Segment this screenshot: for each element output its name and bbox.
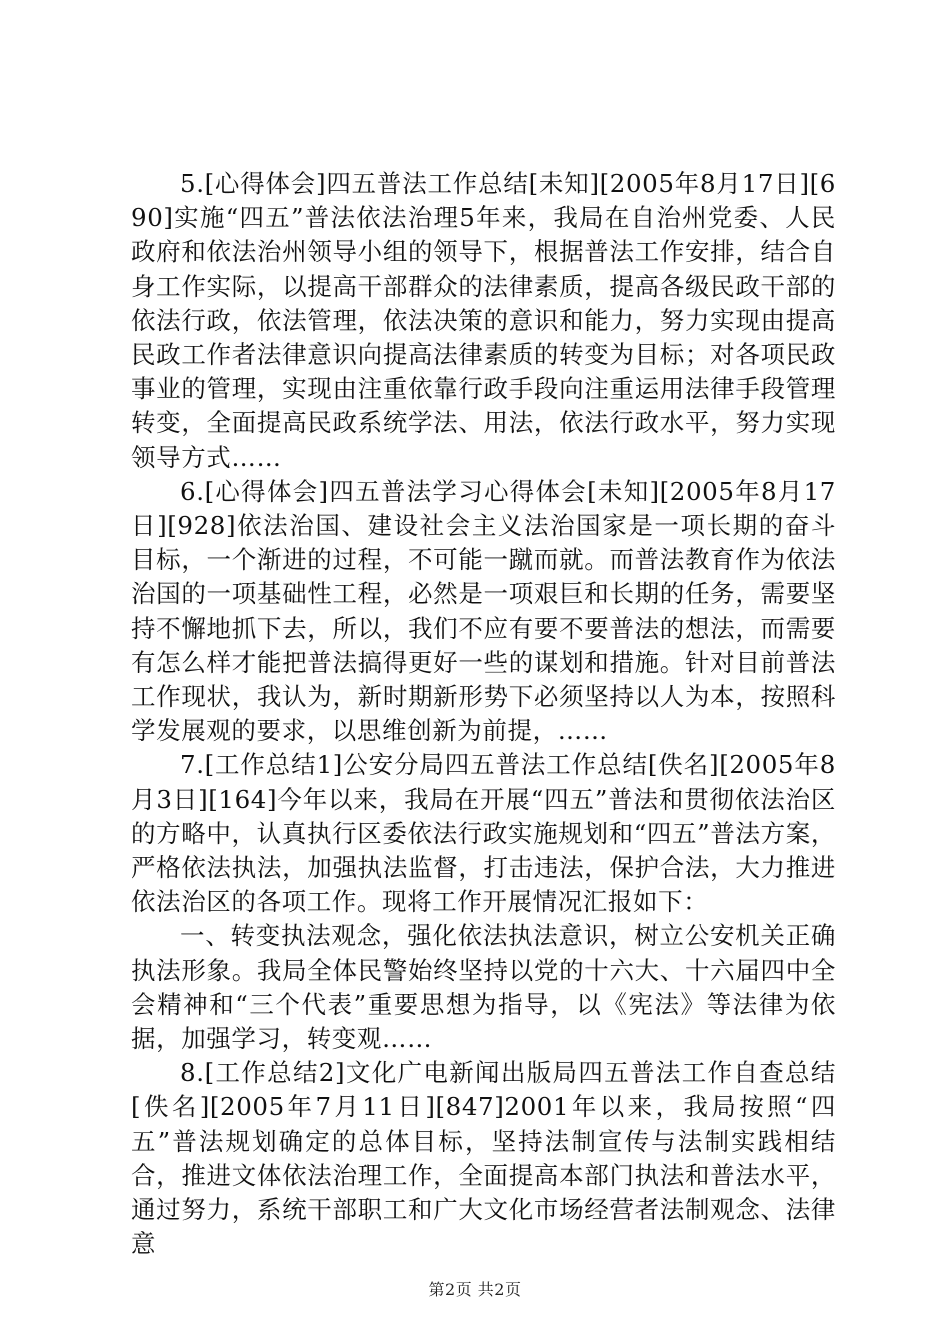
page-number-footer: 第2页 共2页 — [428, 1280, 522, 1299]
paragraph-item-6: 6.[心得体会]四五普法学习心得体会[未知][2005年8月17日][928]依法治国、建设社会主义法治国家是一项长期的奋斗目标，一个渐进的过程，不可能一蹴而就。而普法教育作为依法治国的一项基础性工程，必然是一项艰巨和长期的任务，需要坚持不懈地抓下去，所以，我们不应有要不要普法的想法，而需要有怎么样才能把普法搞得更好一些的谋划和措施。针对目前普法工作现状，我认为，新时期新形势下必须坚持以人为本，按照科学发展观的要求，以思维创新为前提，…… — [131, 476, 836, 746]
paragraph-item-7-section-1: 一、转变执法观念，强化依法执法意识，树立公安机关正确执法形象。我局全体民警始终坚持以党的十六大、十六届四中全会精神和“三个代表”重要思想为指导，以《宪法》等法律为依据，加强学习，转变观…… — [131, 921, 836, 1054]
paragraph-item-7: 7.[工作总结1]公安分局四五普法工作总结[佚名][2005年8月3日][164]今年以来，我局在开展“四五”普法和贯彻依法治区的方略中，认真执行区委依法行政实施规划和“四五”普法方案，严格依法执法，加强执法监督，打击违法，保护合法，大力推进依法治区的各项工作。现将工作开展情况汇报如下： — [131, 750, 836, 917]
paragraph-item-5: 5.[心得体会]四五普法工作总结[未知][2005年8月17日][690]实施“四五”普法依法治理5年来，我局在自治州党委、人民政府和依法治州领导小组的领导下，根据普法工作安排，结合自身工作实际，以提高干部群众的法律素质，提高各级民政干部的依法行政，依法管理，依法决策的意识和能力，努力实现由提高民政工作者法律意识向提高法律素质的转变为目标；对各项民政事业的管理，实现由注重依靠行政手段向注重运用法律手段管理转变，全面提高民政系统学法、用法，依法行政水平，努力实现领导方式…… — [131, 169, 836, 472]
paragraph-item-8: 8.[工作总结2]文化广电新闻出版局四五普法工作自查总结[佚名][2005年7月11日][847]2001年以来，我局按照“四五”普法规划确定的总体目标，坚持法制宣传与法制实践相结合，推进文体依法治理工作，全面提高本部门执法和普法水平，通过努力，系统干部职工和广大文化市场经营者法制观念、法律意 — [131, 1058, 836, 1259]
document-body — [131, 167, 836, 1262]
